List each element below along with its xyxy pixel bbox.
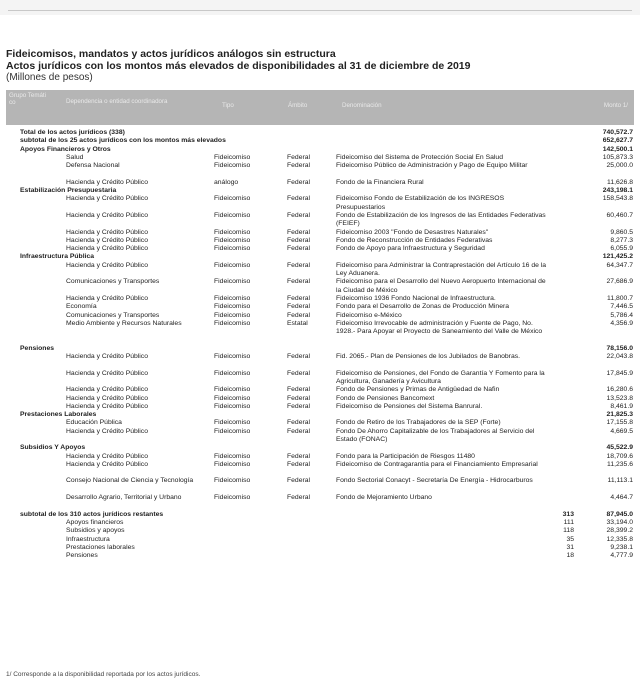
row-ambito: Estatal [287,319,308,327]
row-tipo: Fideicomiso [214,319,251,327]
row-dependencia: Hacienda y Crédito Público [66,211,148,219]
remaining-count: 313 [562,510,574,518]
row-dependencia: Hacienda y Crédito Público [66,402,148,410]
row-dependencia: Medio Ambiente y Recursos Naturales [66,319,182,327]
row-ambito: Federal [287,278,311,286]
top-band [0,0,640,15]
row-tipo: Fideicomiso [214,162,251,170]
row-monto: 6,055.9 [610,245,633,253]
row-dependencia: Desarrollo Agrario, Territorial y Urbano [66,494,182,502]
row-monto: 11,235.6 [607,460,633,468]
row-ambito: Federal [287,494,311,502]
row-monto: 4,669.5 [610,427,633,435]
remaining-item-amount: 9,238.1 [610,543,633,551]
title-units: (Millones de pesos) [6,72,93,83]
top25-row [6,137,634,145]
group-amount: 78,156.0 [606,344,633,352]
row-tipo: Fideicomiso [214,294,251,302]
row-ambito: Federal [287,394,311,402]
row-denominacion: Fondo de Reconstrucción de Entidades Federativas [336,236,493,244]
row-monto: 18,709.6 [606,452,633,460]
table-row [6,477,634,494]
table-row [6,320,634,345]
table-row [6,353,634,370]
group-row [6,411,634,419]
row-ambito: Federal [287,153,311,161]
table-row [6,295,634,303]
row-tipo: Fideicomiso [214,394,251,402]
group-name: Prestaciones Laborales [20,411,97,419]
row-dependencia: Hacienda y Crédito Público [66,394,148,402]
table-row [6,237,634,245]
remaining-item-amount: 12,335.8 [606,535,633,543]
row-tipo: Fideicomiso [214,419,251,427]
row-tipo: Fideicomiso [214,236,251,244]
table-row [6,386,634,394]
row-tipo: Fideicomiso [214,195,251,203]
remaining-item-count: 18 [566,552,574,560]
row-ambito: Federal [287,303,311,311]
row-dependencia: Comunicaciones y Transportes [66,278,160,286]
remaining-item-name: Apoyos financieros [66,518,124,526]
row-denominacion: Fideicomiso 1936 Fondo Nacional de Infraestructura. [336,294,496,302]
row-tipo: Fideicomiso [214,402,251,410]
remaining-item-name: Infraestructura [66,535,110,543]
row-monto: 7,446.5 [610,303,633,311]
remaining-amount: 87,945.0 [606,510,633,518]
remaining-rows [6,519,634,560]
table-row [6,162,634,179]
row-dependencia: Hacienda y Crédito Público [66,245,148,253]
remaining-item-name: Subsidios y apoyos [66,527,125,535]
row-denominacion: Fondo de Estabilización de los Ingresos de las Entidades Federativas (FEIEF) [336,211,546,228]
table-row [6,179,634,187]
row-denominacion: Fondo de Retiro de los Trabajadores de la SEP (Forte) [336,419,501,427]
row-monto: 8,461.9 [610,402,633,410]
header-denominacion: Denominación [342,102,382,109]
table-row [6,245,634,253]
header-tipo: Tipo [222,102,234,109]
table-row [6,278,634,295]
group-name: Infraestructura Pública [20,253,95,261]
groups-container [6,146,634,511]
row-ambito: Federal [287,460,311,468]
table-row [6,370,634,387]
remaining-item-amount: 4,777.9 [610,552,633,560]
remaining-item-amount: 28,399.2 [606,527,633,535]
row-monto: 17,845.9 [606,369,633,377]
row-ambito: Federal [287,178,311,186]
remaining-item [6,536,634,544]
row-ambito: Federal [287,294,311,302]
row-dependencia: Comunicaciones y Transportes [66,311,160,319]
row-tipo: Fideicomiso [214,211,251,219]
remaining-item-count: 111 [563,518,574,526]
row-monto: 11,113.1 [607,477,633,485]
row-denominacion: Fideicomiso de Pensiones del Sistema Banrural. [336,402,483,410]
footnote: 1/ Corresponde a la disponibilidad reportada por los actos jurídicos. [6,671,201,678]
row-tipo: análogo [214,178,239,186]
row-ambito: Federal [287,427,311,435]
row-monto: 16,280.6 [606,386,633,394]
remaining-item-name: Pensiones [66,552,98,560]
remaining-item-count: 31 [566,543,574,551]
title-line-1: Fideicomisos, mandatos y actos jurídicos análogos sin estructura [6,48,336,60]
row-tipo: Fideicomiso [214,353,251,361]
remaining-label: subtotal de los 310 actos jurídicos restantes [20,510,164,518]
row-denominacion: Fondo para la Participación de Riesgos 11480 [336,452,475,460]
group-row [6,345,634,353]
row-denominacion: Fideicomiso 2003 "Fondo de Desastres Naturales" [336,228,489,236]
table-row [6,229,634,237]
row-ambito: Federal [287,162,311,170]
row-denominacion: Fondo de Mejoramiento Urbano [336,494,432,502]
table-row [6,154,634,162]
row-ambito: Federal [287,261,311,269]
title-block [6,48,626,84]
row-tipo: Fideicomiso [214,369,251,377]
remaining-item-amount: 33,194.0 [606,518,633,526]
table-row [6,461,634,478]
row-ambito: Federal [287,211,311,219]
row-dependencia: Salud [66,153,84,161]
row-monto: 11,626.8 [607,178,633,186]
row-denominacion: Fid. 2065.- Plan de Pensiones de los Jubilados de Banobras. [336,353,521,361]
group-name: Apoyos Financieros y Otros [20,145,111,153]
table-row [6,494,634,511]
table-header [6,90,634,125]
group-name: Pensiones [20,344,54,352]
total-amount: 740,572.7 [602,129,633,136]
row-tipo: Fideicomiso [214,386,251,394]
row-ambito: Federal [287,195,311,203]
row-dependencia: Economía [66,303,97,311]
row-monto: 158,543.8 [602,195,633,203]
row-ambito: Federal [287,369,311,377]
row-dependencia: Hacienda y Crédito Público [66,178,148,186]
row-monto: 9,860.5 [610,228,633,236]
remaining-item-count: 35 [566,535,574,543]
row-tipo: Fideicomiso [214,494,251,502]
row-denominacion: Fideicomiso de Pensiones, del Fondo de Garantía Y Fomento para la Agricultura, Ganadería y Avicultura [336,369,545,385]
group-amount: 45,522.9 [606,444,633,452]
row-dependencia: Hacienda y Crédito Público [66,427,148,435]
row-tipo: Fideicomiso [214,303,251,311]
table-row [6,403,634,411]
total-label: Total de los actos jurídicos (338) [20,129,125,136]
row-monto: 22,043.8 [606,353,633,361]
row-dependencia: Hacienda y Crédito Público [66,236,148,244]
remaining-item [6,519,634,527]
row-monto: 17,155.8 [606,419,633,427]
row-dependencia: Hacienda y Crédito Público [66,460,148,468]
row-denominacion: Fideicomiso Fondo de Estabilización de los INGRESOS Presupuestarios [336,195,505,211]
group-amount: 243,198.1 [602,187,633,195]
group-name: Estabilización Presupuestaria [20,187,117,195]
header-monto: Monto 1/ [603,102,628,109]
row-ambito: Federal [287,477,311,485]
row-ambito: Federal [287,452,311,460]
row-monto: 8,277.3 [610,236,633,244]
row-monto: 13,523.8 [606,394,633,402]
row-ambito: Federal [287,245,311,253]
row-tipo: Fideicomiso [214,278,251,286]
row-tipo: Fideicomiso [214,245,251,253]
table-row [6,303,634,311]
row-dependencia: Hacienda y Crédito Público [66,386,148,394]
row-denominacion: Fondo De Ahorro Capitalizable de los Trabajadores al Servicio del Estado (FONAC) [336,427,535,443]
row-monto: 64,347.7 [606,261,633,269]
row-ambito: Federal [287,419,311,427]
row-ambito: Federal [287,386,311,394]
row-monto: 4,464.7 [610,494,633,502]
row-dependencia: Educación Pública [66,419,122,427]
row-denominacion: Fondo para el Desarrollo de Zonas de Producción Minera [336,303,510,311]
row-dependencia: Hacienda y Crédito Público [66,228,148,236]
row-ambito: Federal [287,402,311,410]
remaining-item-count: 118 [563,527,574,535]
row-dependencia: Defensa Nacional [66,162,120,170]
row-denominacion: Fondo Sectorial Conacyt - Secretaría De Energía - Hidrocarburos [336,477,533,485]
header-grupo: Grupo Temáti co [9,92,47,106]
row-tipo: Fideicomiso [214,153,251,161]
row-denominacion: Fideicomiso del Sistema de Protección Social En Salud [336,153,503,161]
row-denominacion: Fondo de Pensiones Bancomext [336,394,435,402]
row-denominacion: Fideicomiso Público de Administración y Pago de Equipo Militar [336,162,528,170]
row-denominacion: Fideicomiso de Contragarantía para el Financiamiento Empresarial [336,460,538,468]
row-tipo: Fideicomiso [214,311,251,319]
row-tipo: Fideicomiso [214,261,251,269]
row-denominacion: Fideicomiso para el Desarrollo del Nuevo Aeropuerto Internacional de la Ciudad de México [336,278,546,294]
group-row [6,253,634,261]
row-dependencia: Consejo Nacional de Ciencia y Tecnología [66,477,194,485]
row-denominacion: Fondo de Pensiones y Primas de Antigüedad de Nafin [336,386,500,394]
table-row [6,262,634,279]
header-ambito: Ámbito [288,102,308,109]
row-ambito: Federal [287,311,311,319]
row-tipo: Fideicomiso [214,452,251,460]
row-tipo: Fideicomiso [214,477,251,485]
row-monto: 105,873.3 [602,153,633,161]
row-ambito: Federal [287,236,311,244]
row-monto: 4,356.9 [610,319,633,327]
row-dependencia: Hacienda y Crédito Público [66,294,148,302]
table-row [6,195,634,212]
remaining-item [6,544,634,552]
table-row [6,395,634,403]
group-row [6,146,634,154]
group-amount: 121,425.2 [602,253,633,261]
top25-amount: 652,627.7 [602,137,633,145]
row-tipo: Fideicomiso [214,427,251,435]
remaining-item [6,552,634,560]
header-dependencia: Dependencia o entidad coordinadora [66,98,168,105]
row-denominacion: Fondo de Apoyo para Infraestructura y Seguridad [336,245,485,253]
group-amount: 21,825.3 [606,411,633,419]
row-denominacion: Fideicomiso para Administrar la Contraprestación del Artículo 16 de la Ley Aduanera. [336,261,547,278]
row-dependencia: Hacienda y Crédito Público [66,452,148,460]
group-row [6,444,634,452]
row-monto: 5,786.4 [610,311,633,319]
row-monto: 27,686.9 [606,278,633,286]
remaining-item [6,527,634,535]
row-ambito: Federal [287,228,311,236]
group-name: Subsidios Y Apoyos [20,444,86,452]
row-monto: 60,460.7 [606,211,633,219]
row-tipo: Fideicomiso [214,228,251,236]
total-row [6,129,634,137]
row-dependencia: Hacienda y Crédito Público [66,195,148,203]
table-row [6,453,634,461]
row-denominacion: Fideicomiso Irrevocable de administración y Fuente de Pago, No. 1928.- Para Apoyar el Proyecto de Saneamiento del Valle de México [336,319,543,336]
group-row [6,187,634,195]
table-row [6,428,634,445]
row-tipo: Fideicomiso [214,460,251,468]
row-dependencia: Hacienda y Crédito Público [66,369,148,377]
row-monto: 25,000.0 [606,162,633,170]
remaining-row [6,511,634,519]
row-ambito: Federal [287,353,311,361]
table-row [6,212,634,229]
row-dependencia: Hacienda y Crédito Público [66,353,148,361]
group-amount: 142,500.1 [602,145,633,153]
row-dependencia: Hacienda y Crédito Público [66,261,148,269]
row-denominacion: Fideicomiso e-México [336,311,402,319]
table-row [6,312,634,320]
table-row [6,419,634,427]
row-monto: 11,800.7 [607,294,633,302]
title-line-2: Actos jurídicos con los montos más elevados de disponibilidades al 31 de diciembre de 2019 [6,60,471,72]
data-table [6,129,634,560]
top25-label: subtotal de los 25 actos jurídicos con los montos más elevados [20,137,226,145]
top-rule [8,10,632,11]
remaining-item-name: Prestaciones laborales [66,543,135,551]
row-denominacion: Fondo de la Financiera Rural [336,178,424,186]
